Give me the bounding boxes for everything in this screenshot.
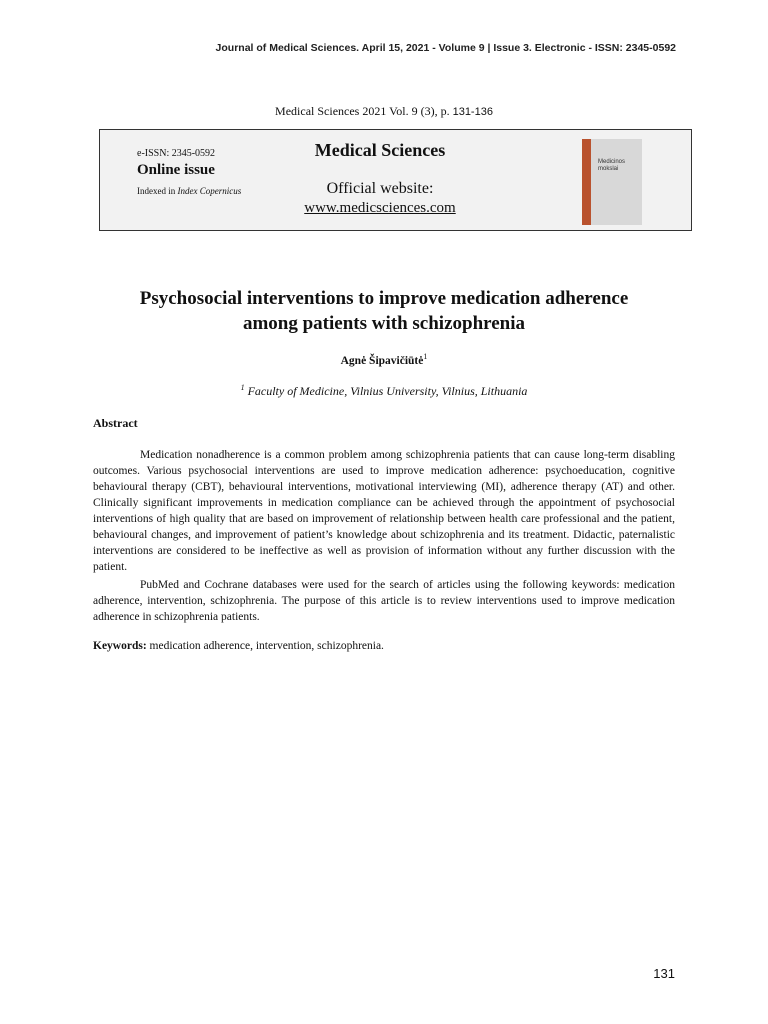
website-link[interactable]: www.medicsciences.com xyxy=(304,200,456,216)
keywords-line xyxy=(93,640,384,652)
affiliation-text: Faculty of Medicine, Vilnius University, Vilnius, Lithuania xyxy=(247,384,528,398)
affiliation-mark: 1 xyxy=(240,383,245,392)
journal-cover-image xyxy=(582,139,642,225)
keywords-label: Keywords: xyxy=(93,640,147,652)
journal-banner xyxy=(99,129,692,231)
author-line xyxy=(0,352,768,367)
abstract-paragraph-1: Medication nonadherence is a common problem among schizophrenia patients that can cause long-term disabling outcomes. Various psychosocial interventions are used to improve medication adherence: psychoeducation, cognitive behavioural therapy (CBT), behavioural interventions, motivational interviewing (MI), adherence therapy (AT) and other. Clinically significant improvements in medication compliance can be achieved through the appointment of psychosocial interventions of high quality that are based on improvement of relationship between health care professional and the patient, behavioural changes, and improvement of patient’s knowledge about schizophrenia and its treatment. Didactic, paternalistic interventions are considered to be ineffective as well as provision of information without any further discussion with the patient. xyxy=(93,449,675,573)
citation-text: Medical Sciences 2021 Vol. 9 (3), p. xyxy=(275,104,450,118)
running-header: Journal of Medical Sciences. April 15, 2021 - Volume 9 | Issue 3. Electronic - ISSN: 2345-0592 xyxy=(215,42,676,54)
cover-spine xyxy=(582,139,591,225)
page-number: 131 xyxy=(653,966,675,981)
affiliation-line xyxy=(0,383,768,399)
eissn-text: e-ISSN: 2345-0592 xyxy=(137,148,216,159)
author-affiliation-mark: 1 xyxy=(423,352,428,361)
cover-title: Medicinos mokslai xyxy=(598,159,626,172)
online-issue-label: Online issue xyxy=(137,162,215,178)
citation-pages: 131-136 xyxy=(452,106,493,118)
journal-name: Medical Sciences xyxy=(314,140,446,160)
indexed-in-name: Index Copernicus xyxy=(177,186,242,196)
title-line-1: Psychosocial interventions to improve medication adherence xyxy=(139,288,629,309)
citation-line xyxy=(0,104,768,119)
keywords-text: medication adherence, intervention, schizophrenia. xyxy=(149,640,384,652)
indexed-in-text xyxy=(137,186,241,196)
abstract-heading: Abstract xyxy=(93,416,138,430)
indexed-prefix: Indexed in xyxy=(137,186,176,196)
title-line-2: among patients with schizophrenia xyxy=(242,313,526,334)
abstract-paragraph-2: PubMed and Cochrane databases were used for the search of articles using the following keywords: medication adherence, intervention, schizophrenia. The purpose of this article is to review interventions used to improve medication adherence in schizophrenia patients. xyxy=(93,579,675,623)
article-title xyxy=(0,286,768,336)
author-name: Agnė Šipavičiūtė xyxy=(340,354,424,367)
official-website-label: Official website: xyxy=(326,180,434,197)
